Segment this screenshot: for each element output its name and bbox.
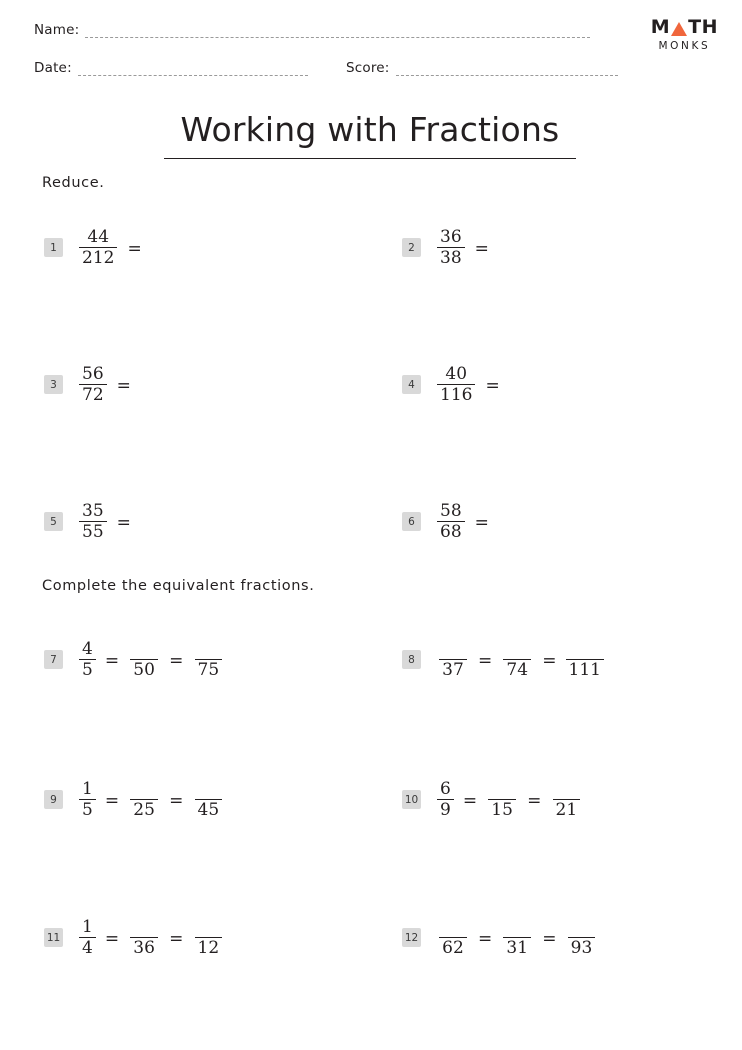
denominator: 212 — [79, 247, 117, 267]
denominator: 38 — [437, 247, 465, 267]
denominator: 74 — [503, 659, 531, 679]
numerator: 1 — [82, 779, 93, 799]
problem-8[interactable] — [402, 640, 607, 679]
fraction-blank[interactable] — [128, 780, 160, 819]
fraction-blank[interactable] — [486, 780, 518, 819]
equals-sign: = — [169, 650, 184, 671]
logo-text-left: M — [650, 16, 671, 38]
mathmonks-logo — [651, 18, 718, 52]
denominator: 31 — [503, 937, 531, 957]
denominator: 62 — [439, 937, 467, 957]
fraction — [437, 502, 465, 542]
denominator: 37 — [439, 659, 467, 679]
problem-expression — [76, 365, 138, 405]
problem-number: 5 — [44, 512, 63, 531]
problem-expression — [434, 228, 496, 268]
problem-number: 8 — [402, 650, 421, 669]
triangle-icon — [671, 22, 687, 36]
problem-11[interactable] — [44, 918, 227, 958]
fraction-blank[interactable] — [437, 918, 469, 957]
fraction — [79, 640, 96, 680]
problem-9[interactable] — [44, 780, 227, 820]
problem-12[interactable] — [402, 918, 601, 957]
denominator: 25 — [130, 799, 158, 819]
equals-sign: = — [462, 790, 478, 811]
numerator-blank[interactable] — [128, 918, 160, 937]
logo-wordmark — [651, 18, 718, 37]
problem-expression — [434, 365, 507, 405]
problem-2[interactable] — [402, 228, 496, 268]
denominator: 15 — [488, 799, 516, 819]
denominator: 111 — [566, 659, 604, 679]
numerator: 40 — [445, 364, 468, 384]
numerator-blank[interactable] — [501, 918, 533, 937]
denominator: 50 — [130, 659, 158, 679]
denominator: 21 — [553, 799, 581, 819]
problem-expression — [434, 502, 496, 542]
problem-5[interactable] — [44, 502, 138, 542]
equals-sign: = — [169, 790, 184, 811]
denominator: 75 — [195, 659, 223, 679]
equals-sign: = — [104, 928, 120, 949]
problem-number: 10 — [402, 790, 421, 809]
equals-sign: = — [116, 512, 131, 533]
equals-sign: = — [478, 928, 493, 949]
numerator-blank[interactable] — [486, 780, 518, 799]
fraction-blank[interactable] — [501, 918, 533, 957]
equals-sign: = — [116, 375, 131, 396]
equals-sign: = — [478, 650, 493, 671]
name-field-row — [34, 22, 590, 38]
fraction — [437, 365, 475, 405]
equals-sign: = — [542, 928, 557, 949]
denominator: 93 — [568, 937, 596, 957]
problem-number: 3 — [44, 375, 63, 394]
fraction-blank[interactable] — [550, 780, 582, 819]
numerator-blank[interactable] — [437, 918, 469, 937]
numerator: 1 — [82, 917, 93, 937]
date-label: Date: — [34, 60, 72, 76]
problem-1[interactable] — [44, 228, 149, 268]
worksheet-header — [34, 18, 708, 96]
numerator-blank[interactable] — [569, 640, 601, 659]
problem-expression — [76, 918, 227, 958]
denominator: 36 — [130, 937, 158, 957]
numerator-blank[interactable] — [192, 640, 224, 659]
equals-sign: = — [127, 238, 142, 259]
fraction-blank[interactable] — [128, 918, 160, 957]
denominator: 45 — [195, 799, 223, 819]
problem-expression — [76, 780, 227, 820]
logo-text-right: TH — [688, 16, 718, 38]
equals-sign: = — [474, 238, 489, 259]
numerator: 6 — [440, 779, 451, 799]
fraction-blank[interactable] — [192, 780, 224, 819]
numerator: 4 — [82, 639, 93, 659]
numerator-blank[interactable] — [192, 780, 224, 799]
problem-expression — [76, 228, 149, 268]
score-input-line[interactable] — [396, 63, 618, 76]
problem-number: 11 — [44, 928, 63, 947]
numerator-blank[interactable] — [437, 640, 469, 659]
numerator: 35 — [82, 501, 104, 521]
problem-number: 7 — [44, 650, 63, 669]
denominator: 5 — [79, 659, 96, 679]
equals-sign: = — [104, 650, 120, 671]
fraction — [437, 780, 454, 820]
fraction-blank[interactable] — [437, 640, 469, 679]
fraction-blank[interactable] — [192, 918, 224, 957]
problem-3[interactable] — [44, 365, 138, 405]
equals-sign: = — [527, 790, 542, 811]
numerator-blank[interactable] — [550, 780, 582, 799]
instruction-equivalent: Complete the equivalent fractions. — [42, 578, 315, 594]
problem-expression — [434, 780, 585, 820]
numerator-blank[interactable] — [501, 640, 533, 659]
numerator: 44 — [87, 227, 110, 247]
fraction — [437, 228, 465, 268]
problem-10[interactable] — [402, 780, 585, 820]
fraction-blank[interactable] — [566, 918, 598, 957]
denominator: 12 — [195, 937, 223, 957]
problem-expression — [76, 640, 227, 680]
denominator: 72 — [79, 384, 107, 404]
problem-4[interactable] — [402, 365, 507, 405]
equals-sign: = — [542, 650, 557, 671]
fraction-blank[interactable] — [128, 640, 160, 679]
denominator: 116 — [437, 384, 475, 404]
equals-sign: = — [474, 512, 489, 533]
fraction — [79, 780, 96, 820]
denominator: 5 — [79, 799, 96, 819]
fraction-blank[interactable] — [501, 640, 533, 679]
denominator: 4 — [79, 937, 96, 957]
numerator-blank[interactable] — [192, 918, 224, 937]
problem-number: 2 — [402, 238, 421, 257]
fraction — [79, 228, 117, 268]
numerator-blank[interactable] — [128, 780, 160, 799]
score-label: Score: — [346, 60, 390, 76]
instruction-reduce: Reduce. — [42, 175, 105, 191]
problem-number: 6 — [402, 512, 421, 531]
fraction — [79, 365, 107, 405]
denominator: 9 — [437, 799, 454, 819]
name-label: Name: — [34, 22, 80, 38]
numerator-blank[interactable] — [128, 640, 160, 659]
problem-7[interactable] — [44, 640, 227, 680]
name-input-line[interactable] — [85, 25, 590, 38]
problem-number: 12 — [402, 928, 421, 947]
fraction — [79, 502, 107, 542]
equals-sign: = — [485, 375, 500, 396]
problem-expression — [76, 502, 138, 542]
denominator: 55 — [79, 521, 107, 541]
equals-sign: = — [104, 790, 120, 811]
problem-expression — [434, 640, 607, 679]
numerator: 56 — [82, 364, 104, 384]
denominator: 68 — [437, 521, 465, 541]
problem-number: 1 — [44, 238, 63, 257]
equals-sign: = — [169, 928, 184, 949]
score-field-row — [346, 60, 618, 76]
fraction — [79, 918, 96, 958]
page-title: Working with Fractions — [164, 110, 576, 159]
date-field-row — [34, 60, 308, 76]
logo-subtext: MONKS — [658, 40, 711, 52]
problem-expression — [434, 918, 601, 957]
fraction-blank[interactable] — [192, 640, 224, 679]
numerator: 58 — [440, 501, 462, 521]
problem-number: 9 — [44, 790, 63, 809]
problem-6[interactable] — [402, 502, 496, 542]
fraction-blank[interactable] — [566, 640, 604, 679]
problem-number: 4 — [402, 375, 421, 394]
date-input-line[interactable] — [78, 63, 308, 76]
numerator-blank[interactable] — [566, 918, 598, 937]
numerator: 36 — [440, 227, 462, 247]
